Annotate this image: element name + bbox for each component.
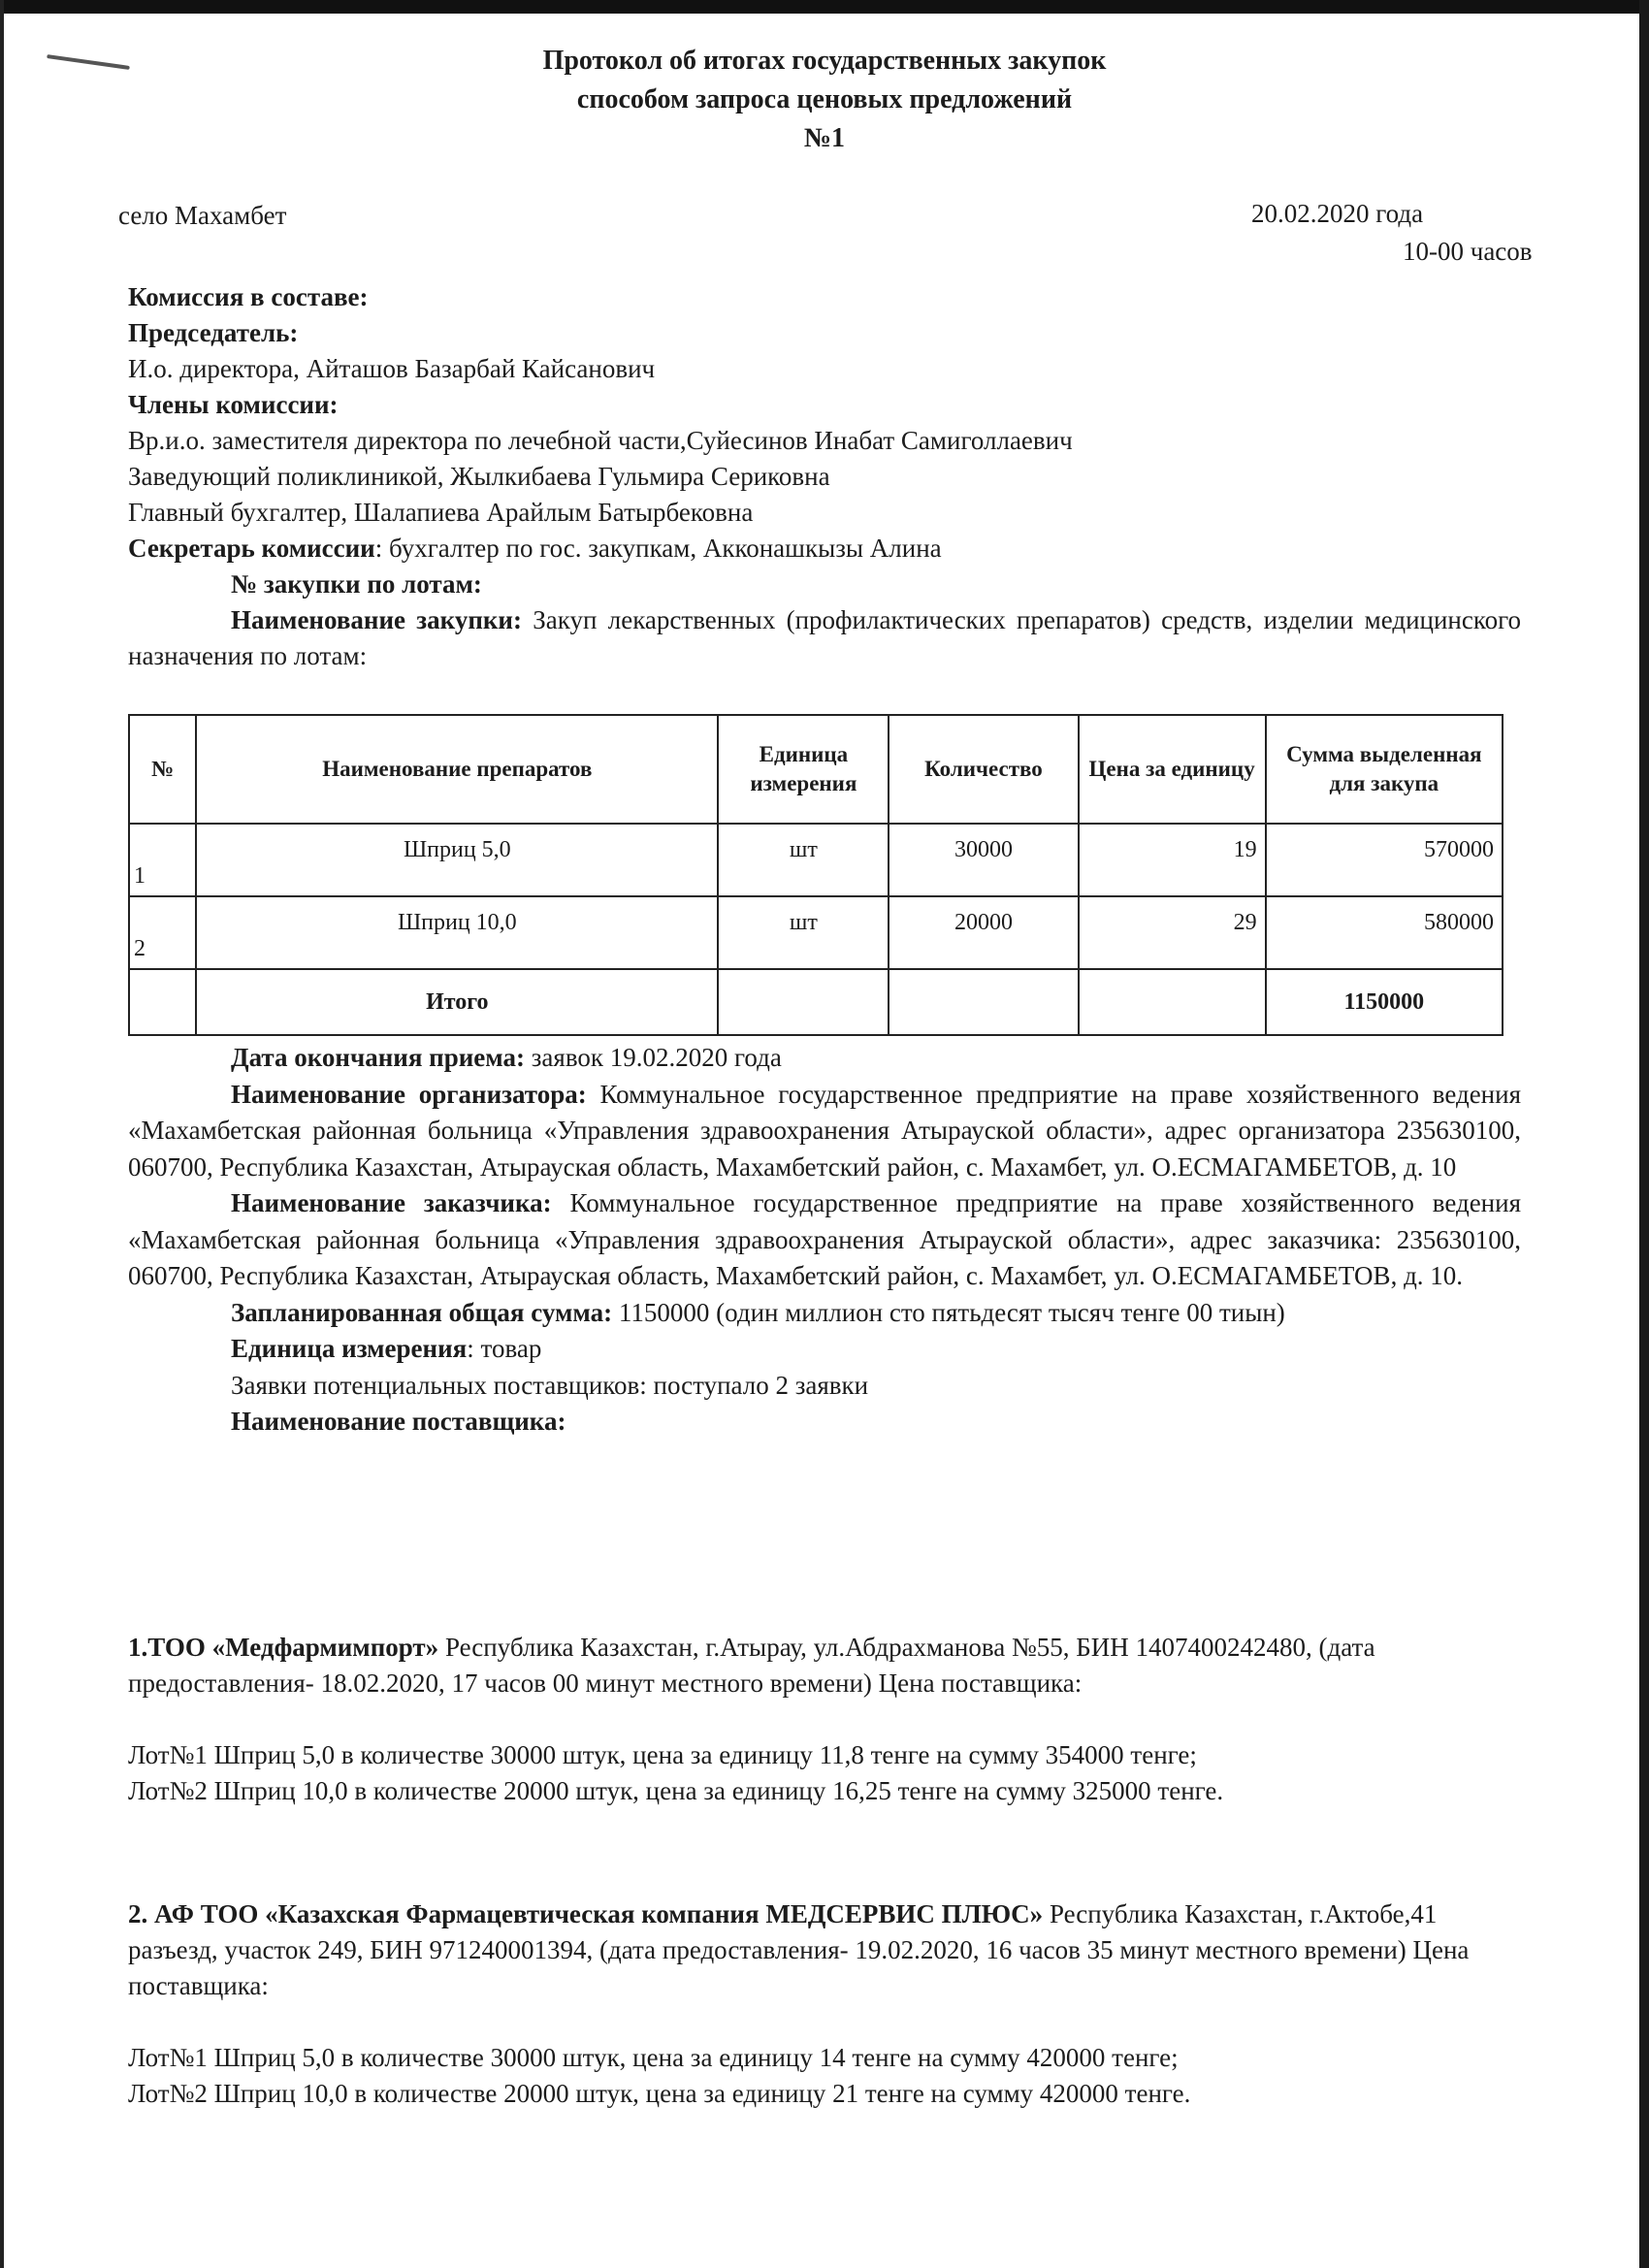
commission-heading: Комиссия в составе:	[128, 282, 369, 311]
row-sum: 570000	[1266, 824, 1503, 896]
table-total-row	[129, 969, 1503, 1035]
supplier-1-name: 1.ТОО «Медфармимпорт»	[128, 1633, 439, 1662]
secretary: : бухгалтер по гос. закупкам, Акконашкызы Алина	[374, 534, 942, 563]
member-3: Главный бухгалтер, Шалапиева Арайлым Батырбековна	[128, 498, 754, 527]
row-num: 2	[129, 896, 196, 969]
time: 10-00 часов	[1403, 237, 1533, 266]
supplier-2-details: Республика Казахстан, г.Актобе,41 разъезд, участок 249, БИН 971240001394, (дата предоставления- 19.02.2020, 16 часов 35 минут местного времени) Цена поставщика:	[128, 1899, 1470, 2000]
organizer-label: Наименование организатора:	[231, 1079, 587, 1109]
procurement-name-label: Наименование закупки:	[231, 605, 522, 634]
scan-border-top	[0, 0, 1649, 14]
row-num: 1	[129, 824, 196, 896]
scan-border-left	[0, 0, 4, 2268]
procurement-name	[128, 602, 1521, 674]
chairman-label: Председатель:	[128, 318, 299, 347]
header-num: №	[129, 715, 196, 824]
document-title	[0, 42, 1649, 158]
row-price: 29	[1079, 896, 1266, 969]
deadline-text: заявок 19.02.2020 года	[525, 1043, 782, 1072]
planned-sum-text: 1150000 (один миллион сто пятьдесят тысяч тенге 00 тиын)	[612, 1297, 1285, 1327]
row-qty: 20000	[889, 896, 1078, 969]
supplier-1-lot-2: Лот№2 Шприц 10,0 в количестве 20000 штук, цена за единицу 16,25 тенге на сумму 325000 тенге.	[128, 1776, 1224, 1805]
row-sum: 580000	[1266, 896, 1503, 969]
supplier-2-lot-2: Лот№2 Шприц 10,0 в количестве 20000 штук, цена за единицу 21 тенге на сумму 420000 тенге.	[128, 2079, 1191, 2108]
details-section	[128, 1040, 1521, 1441]
title-line-3: №1	[803, 123, 846, 153]
supplier-2-name: 2. АФ ТОО «Казахская Фармацевтическая компания МЕДСЕРВИС ПЛЮС»	[128, 1899, 1044, 1928]
supplier-2-lot-1: Лот№1 Шприц 5,0 в количестве 30000 штук, цена за единицу 14 тенге на сумму 420000 тенге;	[128, 2043, 1179, 2072]
table-header-row	[129, 715, 1503, 824]
row-name: Шприц 5,0	[196, 824, 718, 896]
total-label: Итого	[196, 969, 718, 1035]
header-sum: Сумма выделенная для закупа	[1266, 715, 1503, 824]
supplier-1-details: Республика Казахстан, г.Атырау, ул.Абдрахманова №55, БИН 1407400242480, (дата предоставления- 18.02.2020, 17 часов 00 минут местного времени) Цена поставщика:	[128, 1633, 1375, 1698]
date: 20.02.2020 года	[1251, 199, 1424, 228]
header-unit: Единица измерения	[718, 715, 889, 824]
table-row	[129, 896, 1503, 969]
row-unit: шт	[718, 824, 889, 896]
supplier-2-info	[128, 1896, 1525, 2004]
procurement-name-text: Закуп лекарственных (профилактических препаратов) средств, изделии медицинского назначения по лотам:	[128, 605, 1521, 670]
deadline-label: Дата окончания приема:	[231, 1043, 525, 1072]
row-qty: 30000	[889, 824, 1078, 896]
unit-line	[128, 1331, 1521, 1368]
customer-paragraph	[128, 1185, 1521, 1295]
lots-table	[128, 714, 1504, 1036]
planned-sum-label: Запланированная общая сумма:	[231, 1297, 613, 1327]
member-2: Заведующий поликлиникой, Жылкибаева Гульмира Сериковна	[128, 462, 830, 491]
member-1: Вр.и.о. заместителя директора по лечебной части,Суйесинов Инабат Самиголлаевич	[128, 426, 1073, 455]
secretary-label: Секретарь комиссии	[128, 534, 375, 563]
bids-line: Заявки потенциальных поставщиков: поступало 2 заявки	[231, 1370, 869, 1400]
supplier-1-lot-1: Лот№1 Шприц 5,0 в количестве 30000 штук, цена за единицу 11,8 тенге на сумму 354000 тенге;	[128, 1740, 1197, 1769]
planned-sum-paragraph	[128, 1295, 1521, 1332]
supplier-1-info	[128, 1630, 1505, 1701]
total-empty-qty	[889, 969, 1078, 1035]
scan-border-right	[1639, 0, 1649, 2268]
deadline-line	[128, 1040, 1521, 1077]
suppliers-label: Наименование поставщика:	[231, 1407, 566, 1436]
unit-label: Единица измерения	[231, 1334, 468, 1363]
header-name: Наименование препаратов	[196, 715, 718, 824]
total-empty-price	[1079, 969, 1266, 1035]
unit-text: : товар	[467, 1334, 542, 1363]
organizer-paragraph	[128, 1077, 1521, 1186]
title-line-1: Протокол об итогах государственных закупок	[542, 46, 1107, 76]
supplier-2	[128, 1896, 1525, 2112]
row-name: Шприц 10,0	[196, 896, 718, 969]
customer-label: Наименование заказчика:	[231, 1188, 552, 1217]
members-label: Члены комиссии:	[128, 390, 339, 419]
total-value: 1150000	[1266, 969, 1503, 1035]
total-empty-num	[129, 969, 196, 1035]
location: село Махамбет	[118, 201, 287, 230]
row-price: 19	[1079, 824, 1266, 896]
header-price: Цена за единицу	[1079, 715, 1266, 824]
chairman: И.о. директора, Айташов Базарбай Кайсанович	[128, 354, 656, 383]
lot-number-label: № закупки по лотам:	[231, 569, 482, 599]
header-qty: Количество	[889, 715, 1078, 824]
organizer-text: Коммунальное государственное предприятие на праве хозяйственного ведения «Махамбетская районная больница «Управления здравоохранения Атырауской области», адрес организатора 235630100, 060700, Республика Казахстан, Атырауская область, Махамбетский район, с. Махамбет, ул. О.ЕСМАГАМБЕТОВ, д. 10	[128, 1079, 1521, 1182]
commission-section	[128, 279, 1521, 674]
secretary-line	[128, 531, 1521, 567]
supplier-1	[128, 1630, 1505, 1809]
total-empty-unit	[718, 969, 889, 1035]
customer-text: Коммунальное государственное предприятие на праве хозяйственного ведения «Махамбетская районная больница «Управления здравоохранения Атырауской области», адрес заказчика: 235630100, 060700, Республика Казахстан, Атырауская область, Махамбетский район, с. Махамбет, ул. О.ЕСМАГАМБЕТОВ, д. 10.	[128, 1188, 1522, 1290]
row-unit: шт	[718, 896, 889, 969]
table-row	[129, 824, 1503, 896]
title-line-2: способом запроса ценовых предложений	[576, 84, 1073, 114]
